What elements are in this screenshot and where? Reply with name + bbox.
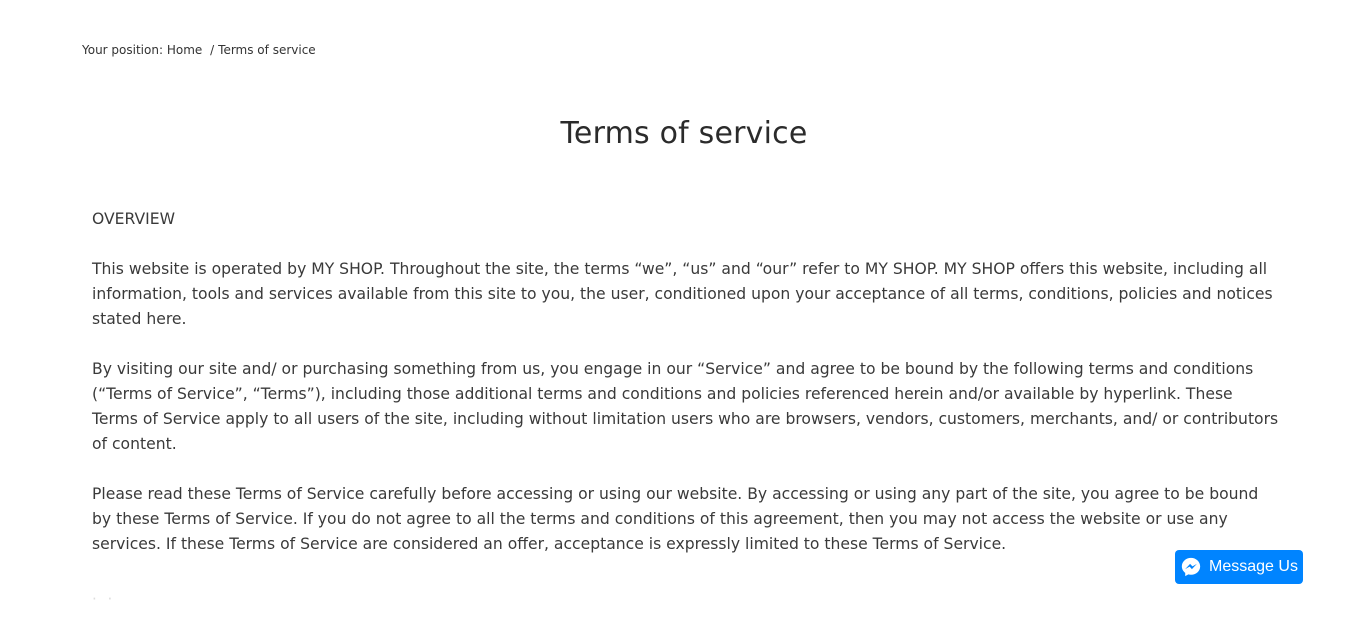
faded-next-section: · ·	[92, 590, 116, 608]
page-title: Terms of service	[560, 116, 808, 151]
message-us-button[interactable]	[1175, 550, 1303, 584]
paragraph-1: This website is operated by MY SHOP. Throughout the site, the terms “we”, “us” and “our” refer to MY SHOP. MY SHOP offers this website, including all information, tools and services available from this site to you, the user, conditioned upon your acceptance of all terms, conditions, policies and notices stated here.	[92, 260, 1273, 328]
paragraph-2: By visiting our site and/ or purchasing something from us, you engage in our “Service” and agree to be bound by the following terms and conditions (“Terms of Service”, “Terms”), including those additional terms and conditions and policies referenced herein and/or available by hyperlink. These Terms of Service apply to all users of the site, including without limitation users who are browsers, vendors, customers, merchants, and/ or contributors of content.	[92, 360, 1279, 453]
breadcrumb-current: Terms of service	[218, 43, 316, 57]
terms-content	[92, 207, 1282, 582]
breadcrumb-separator: /	[210, 43, 215, 57]
overview-heading: OVERVIEW	[92, 210, 176, 228]
breadcrumb	[82, 43, 316, 57]
paragraph-3: Please read these Terms of Service carefully before accessing or using our website. By accessing or using any part of the site, you agree to be bound by these Terms of Service. If you do not agree to all the terms and conditions of this agreement, then you may not access the website or use any services. If these Terms of Service are considered an offer, acceptance is expressly limited to these Terms of Service.	[92, 485, 1259, 553]
breadcrumb-prefix: Your position:	[82, 43, 164, 57]
breadcrumb-home-link[interactable]: Home	[166, 43, 203, 57]
messenger-icon	[1180, 556, 1202, 578]
message-us-label: Message Us	[1209, 558, 1298, 575]
